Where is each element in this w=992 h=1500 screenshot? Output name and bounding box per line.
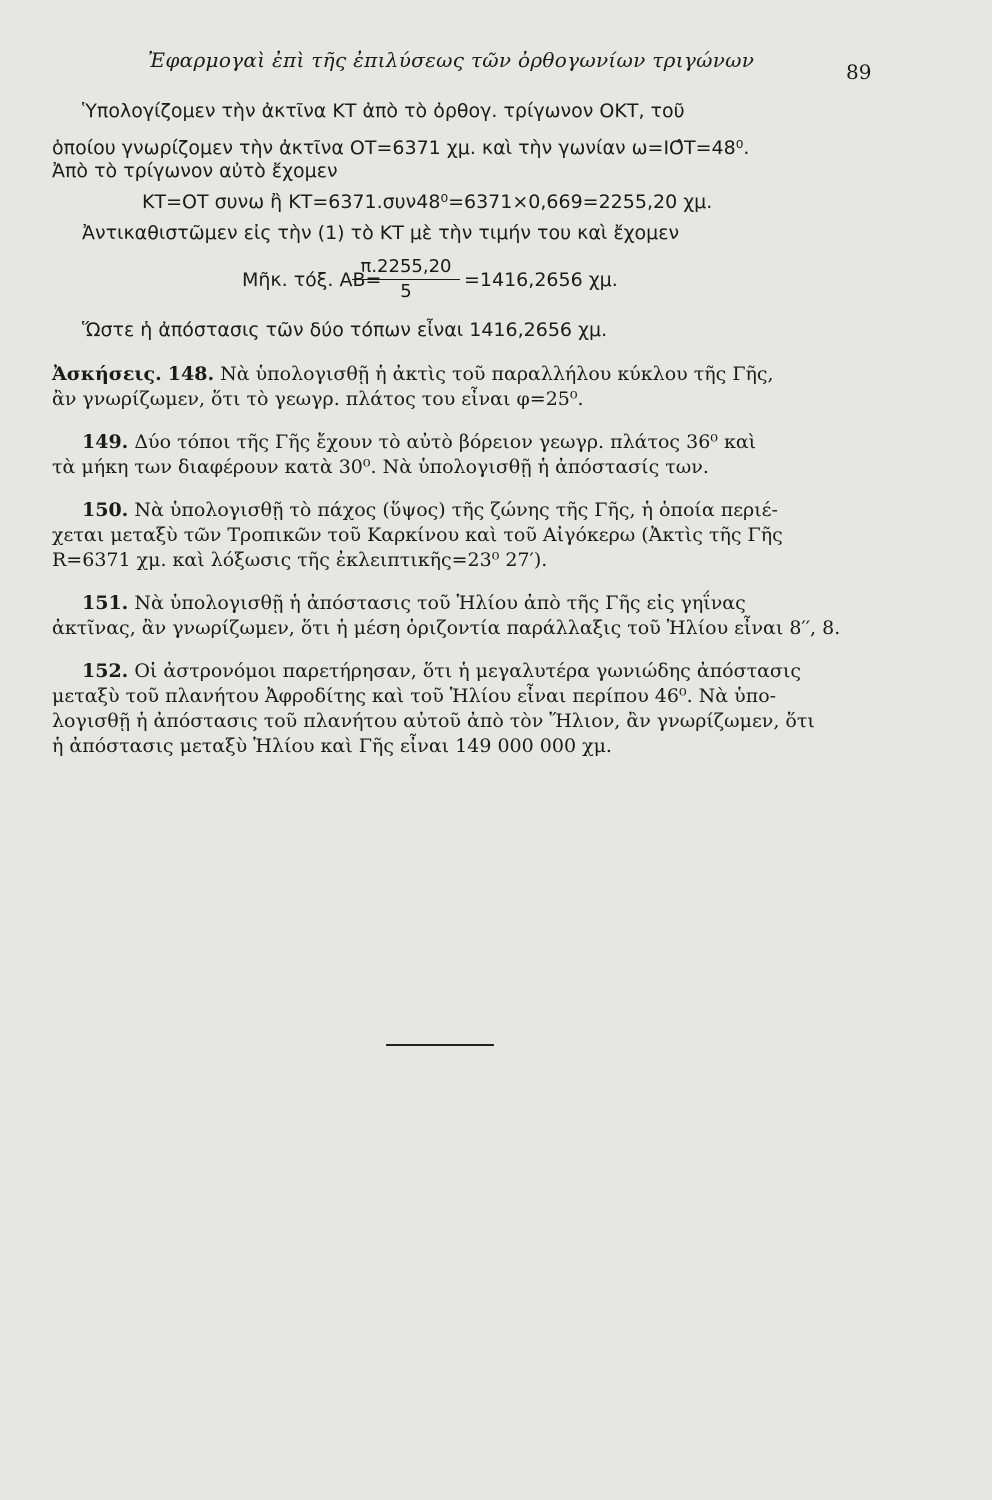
exercises-heading: Ἀσκήσεις. <box>52 363 162 385</box>
exercise-text: χεται μεταξὺ τῶν Τροπικῶν τοῦ Καρκίνου καὶ τοῦ Αἰγόκερω (Ἀκτὶς τῆς Γῆς <box>52 524 783 546</box>
exercise-text: Νὰ ὑπολογισθῇ τὸ πάχος (ὕψος) τῆς ζώνης τῆς Γῆς, ἡ ὁποία περιέ- <box>134 499 778 521</box>
exercise-text: ἡ ἀπόστασις μεταξὺ Ἡλίου καὶ Γῆς εἶναι 149 000 000 χμ. <box>52 735 612 757</box>
text-line: Ὥστε ἡ ἀπόστασις τῶν δύο τόπων εἶναι 1416,2656 χμ. <box>82 319 608 341</box>
exercise-text: λογισθῇ ἡ ἀπόστασις τοῦ πλανήτου αὐτοῦ ἀπὸ τὸν Ἥλιον, ἂν γνωρίζωμεν, ὅτι <box>52 710 815 732</box>
text-line: Ἀντικαθιστῶμεν εἰς τὴν (1) τὸ ΚΤ μὲ τὴν τιμήν του καὶ ἔχομεν <box>82 222 680 244</box>
exercise-number: 150. <box>82 499 129 521</box>
exercise-text: Δύο τόποι τῆς Γῆς ἔχουν τὸ αὐτὸ βόρειον γεωγρ. πλάτος 36⁰ καὶ <box>134 431 757 453</box>
formula-result: =1416,2656 χμ. <box>464 269 618 291</box>
exercise-text: τὰ μήκη των διαφέρουν κατὰ 30⁰. Νὰ ὑπολογισθῇ ἡ ἀπόστασίς των. <box>52 456 709 478</box>
formula-label: Μῆκ. τόξ. ΑΒ= <box>242 269 382 291</box>
exercise-number: 151. <box>82 592 129 614</box>
text-line: Ὑπολογίζομεν τὴν ἀκτῖνα ΚΤ ἀπὸ τὸ ὀρθογ. τρίγωνον ΟΚΤ, τοῦ <box>82 100 685 122</box>
exercise-text: Νὰ ὑπολογισθῇ ἡ ἀκτὶς τοῦ παραλλήλου κύκλου τῆς Γῆς, <box>220 363 774 385</box>
formula-fraction <box>352 255 460 303</box>
exercise-text: Νὰ ὑπολογισθῇ ἡ ἀπόστασις τοῦ Ἡλίου ἀπὸ τῆς Γῆς εἰς γηΐνας <box>134 592 746 614</box>
main-text <box>52 100 882 759</box>
exercise-150 <box>52 498 882 573</box>
end-rule <box>386 1044 494 1046</box>
fraction-denominator: 5 <box>400 281 412 302</box>
exercise-text: μεταξὺ τοῦ πλανήτου Ἀφροδίτης καὶ τοῦ Ἡλίου εἶναι περίπου 46⁰. Νὰ ὑπο- <box>52 685 777 707</box>
exercise-152 <box>52 659 882 759</box>
exercise-number: 148. <box>167 363 215 385</box>
text-line: ὁποίου γνωρίζομεν τὴν ἀκτῖνα ΟΤ=6371 χμ. καὶ τὴν γωνίαν ω=ΙΟ̂Τ=48⁰. <box>52 137 750 159</box>
exercise-text: R=6371 χμ. καὶ λόξωσις τῆς ἐκλειπτικῆς=23⁰ 27′). <box>52 549 548 571</box>
exercise-number: 149. <box>82 431 129 453</box>
running-header: Ἐφαρμογαὶ ἐπὶ τῆς ἐπιλύσεως τῶν ὀρθογωνίων τριγώνων <box>148 48 755 72</box>
exercise-number: 152. <box>82 660 129 682</box>
exercise-text: ἂν γνωρίζωμεν, ὅτι τὸ γεωγρ. πλάτος του εἶναι φ=25⁰. <box>52 388 584 410</box>
exercise-148 <box>52 362 882 412</box>
arc-length-formula <box>52 255 882 311</box>
page-number: 89 <box>846 60 872 84</box>
text-line: Ἀπὸ τὸ τρίγωνον αὐτὸ ἔχομεν <box>52 160 338 182</box>
exercise-149 <box>52 430 882 480</box>
exercise-text: ἀκτῖνας, ἂν γνωρίζωμεν, ὅτι ἡ μέση ὁριζοντία παράλλαξις τοῦ Ἡλίου εἶναι 8′′, 8. <box>52 617 841 639</box>
exercise-151 <box>52 591 882 641</box>
equation-line: ΚΤ=ΟΤ συνω ἢ ΚΤ=6371.συν48⁰=6371×0,669=2255,20 χμ. <box>142 191 713 213</box>
exercise-text: Οἱ ἀστρονόμοι παρετήρησαν, ὅτι ἡ μεγαλυτέρα γωνιώδης ἀπόστασις <box>134 660 801 682</box>
fraction-numerator: π.2255,20 <box>352 255 460 280</box>
